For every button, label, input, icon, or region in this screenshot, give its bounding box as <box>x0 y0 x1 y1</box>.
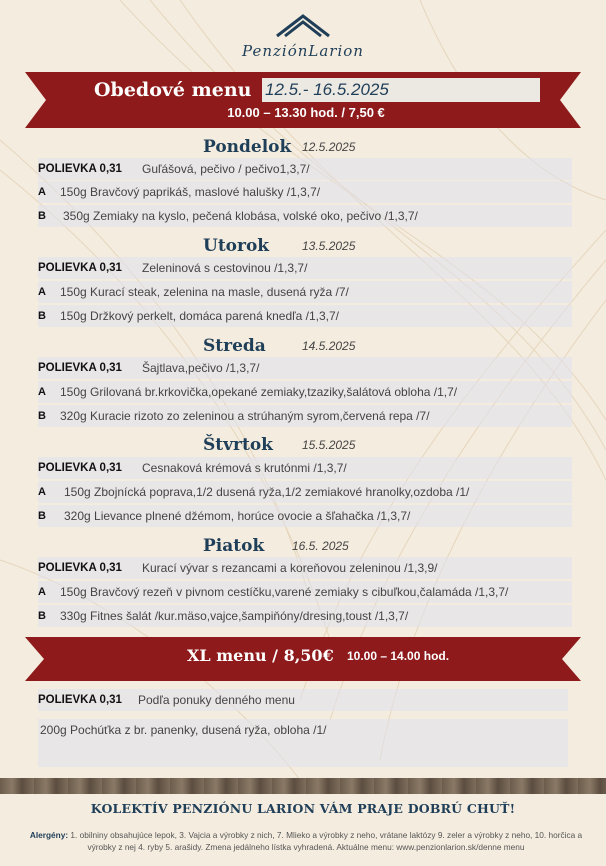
meal-b-row <box>38 505 572 527</box>
meal-text: 150g Kurací steak, zelenina na masle, dusená ryža /7/ <box>60 285 349 299</box>
meal-text: 330g Fitnes šalát /kur.mäso,vajce,šampiňóny/dresing,toust /1,3,7/ <box>60 609 409 623</box>
brand-name: PenziónLarion <box>242 42 364 60</box>
day-date: 14.5.2025 <box>302 339 356 353</box>
meal-code: B <box>38 510 46 522</box>
soup-label: POLIEVKA 0,31 <box>38 462 122 474</box>
meal-code: A <box>38 286 46 298</box>
wood-strip <box>0 778 606 794</box>
day-date: 16.5. 2025 <box>292 539 349 553</box>
soup-row <box>38 457 572 479</box>
day-heading-streda: Streda <box>203 336 266 356</box>
soup-text: Šajtlava,pečivo /1,3,7/ <box>142 361 260 375</box>
menu-title: Obedové menu <box>94 79 252 101</box>
meal-code: A <box>38 186 46 198</box>
meal-b-row <box>38 305 572 327</box>
meal-code: A <box>38 386 46 398</box>
soup-row <box>38 158 572 180</box>
meal-code: B <box>38 210 46 222</box>
meal-b-row <box>38 405 572 427</box>
soup-row <box>38 257 572 279</box>
meal-a-row <box>38 381 572 403</box>
soup-row <box>38 557 572 579</box>
meal-code: A <box>38 486 46 498</box>
soup-text: Podľa ponuky denného menu <box>138 693 295 707</box>
allergens-label: Alergény: <box>29 830 69 840</box>
soup-text: Kurací vývar s rezancami a koreňovou zeleninou /1,3,9/ <box>142 561 438 575</box>
soup-label: POLIEVKA 0,31 <box>38 562 122 574</box>
meal-text: 150g Zbojnícká poprava,1/2 dusená ryža,1/2 zemiakové hranolky,ozdoba /1/ <box>64 485 470 499</box>
meal-code: B <box>38 310 46 322</box>
soup-label: POLIEVKA 0,31 <box>38 163 122 175</box>
meal-text: 320g Lievance plnené džémom, horúce ovocie a šľahačka /1,3,7/ <box>64 509 411 523</box>
soup-text: Cesnaková krémová s krutónmi /1,3,7/ <box>142 461 347 475</box>
soup-row <box>38 357 572 379</box>
meal-b-row <box>38 205 572 227</box>
meal-text: 350g Zemiaky na kyslo, pečená klobása, volské oko, pečivo /1,3,7/ <box>63 209 418 223</box>
meal-code: A <box>38 586 46 598</box>
meal-a-row <box>38 581 572 603</box>
meal-text: 150g Grilovaná br.krkovička,opekané zemiaky,tzaziky,šalátová obloha /1,7/ <box>60 385 458 399</box>
meal-text: 150g Bravčový paprikáš, maslové halušky /1,3,7/ <box>60 185 321 199</box>
meal-b-row <box>38 605 572 627</box>
meal-a-row <box>38 481 572 503</box>
meal-text: 320g Kuracie rizoto zo zeleninou a strúhaným syrom,červená repa /7/ <box>60 409 430 423</box>
meal-text: 150g Držkový perkelt, domáca parená knedľa /1,3,7/ <box>60 309 339 323</box>
brand-logo <box>0 10 606 60</box>
meal-a-row <box>38 181 572 203</box>
xl-soup-row <box>38 689 568 711</box>
day-date: 15.5.2025 <box>302 438 356 452</box>
soup-text: Guľášová, pečivo / pečivo1,3,7/ <box>142 162 310 176</box>
xl-menu-title: XL menu / 8,50€ <box>187 646 334 665</box>
footer-slogan: KOLEKTÍV PENZIÓNU LARION VÁM PRAJE DOBRÚ CHUŤ! <box>90 801 516 816</box>
allergens-text: 1. obilniny obsahujúce lepok, 3. Vajcia a výrobky z nich, 7. Mlieko a výrobky z neho, vrátane laktózy 9. zeler a výrobky z neho, 10. horčica a výrobky z nej 4. ryby 5. arašidy. Zmena jedálneho lístka vyhradená. Aktuálne menu: www.penzionlarion.sk/denne menu <box>68 830 583 852</box>
xl-menu-hours: 10.00 – 14.00 hod. <box>347 649 450 663</box>
xl-menu-ribbon <box>0 635 606 683</box>
allergen-info <box>26 829 586 853</box>
soup-label: POLIEVKA 0,31 <box>38 262 122 274</box>
day-heading-pondelok: Pondelok <box>203 137 292 157</box>
day-heading-stvrtok: Štvrtok <box>203 435 273 455</box>
soup-label: POLIEVKA 0,31 <box>38 362 122 374</box>
meal-code: B <box>38 610 46 622</box>
title-ribbon <box>0 70 606 130</box>
meal-code: B <box>38 410 46 422</box>
day-date: 12.5.2025 <box>302 140 356 154</box>
meal-text: 150g Bravčový rezeň v pivnom cestíčku,varené zemiaky s cibuľkou,čalamáda /1,3,7/ <box>60 585 509 599</box>
day-heading-piatok: Piatok <box>203 536 265 556</box>
meal-a-row <box>38 281 572 303</box>
soup-text: Zeleninová s cestovinou /1,3,7/ <box>142 261 308 275</box>
day-heading-utorok: Utorok <box>203 236 270 256</box>
soup-label: POLIEVKA 0,31 <box>38 694 122 706</box>
hours-price: 10.00 – 13.30 hod. / 7,50 € <box>227 105 385 120</box>
roof-logo-icon <box>273 10 333 40</box>
xl-main-text: 200g Pochúťka z br. panenky, dusená ryža, obloha /1/ <box>40 723 327 737</box>
day-date: 13.5.2025 <box>302 239 356 253</box>
date-range: 12.5.- 16.5.2025 <box>262 78 540 102</box>
xl-main-row <box>38 719 568 767</box>
